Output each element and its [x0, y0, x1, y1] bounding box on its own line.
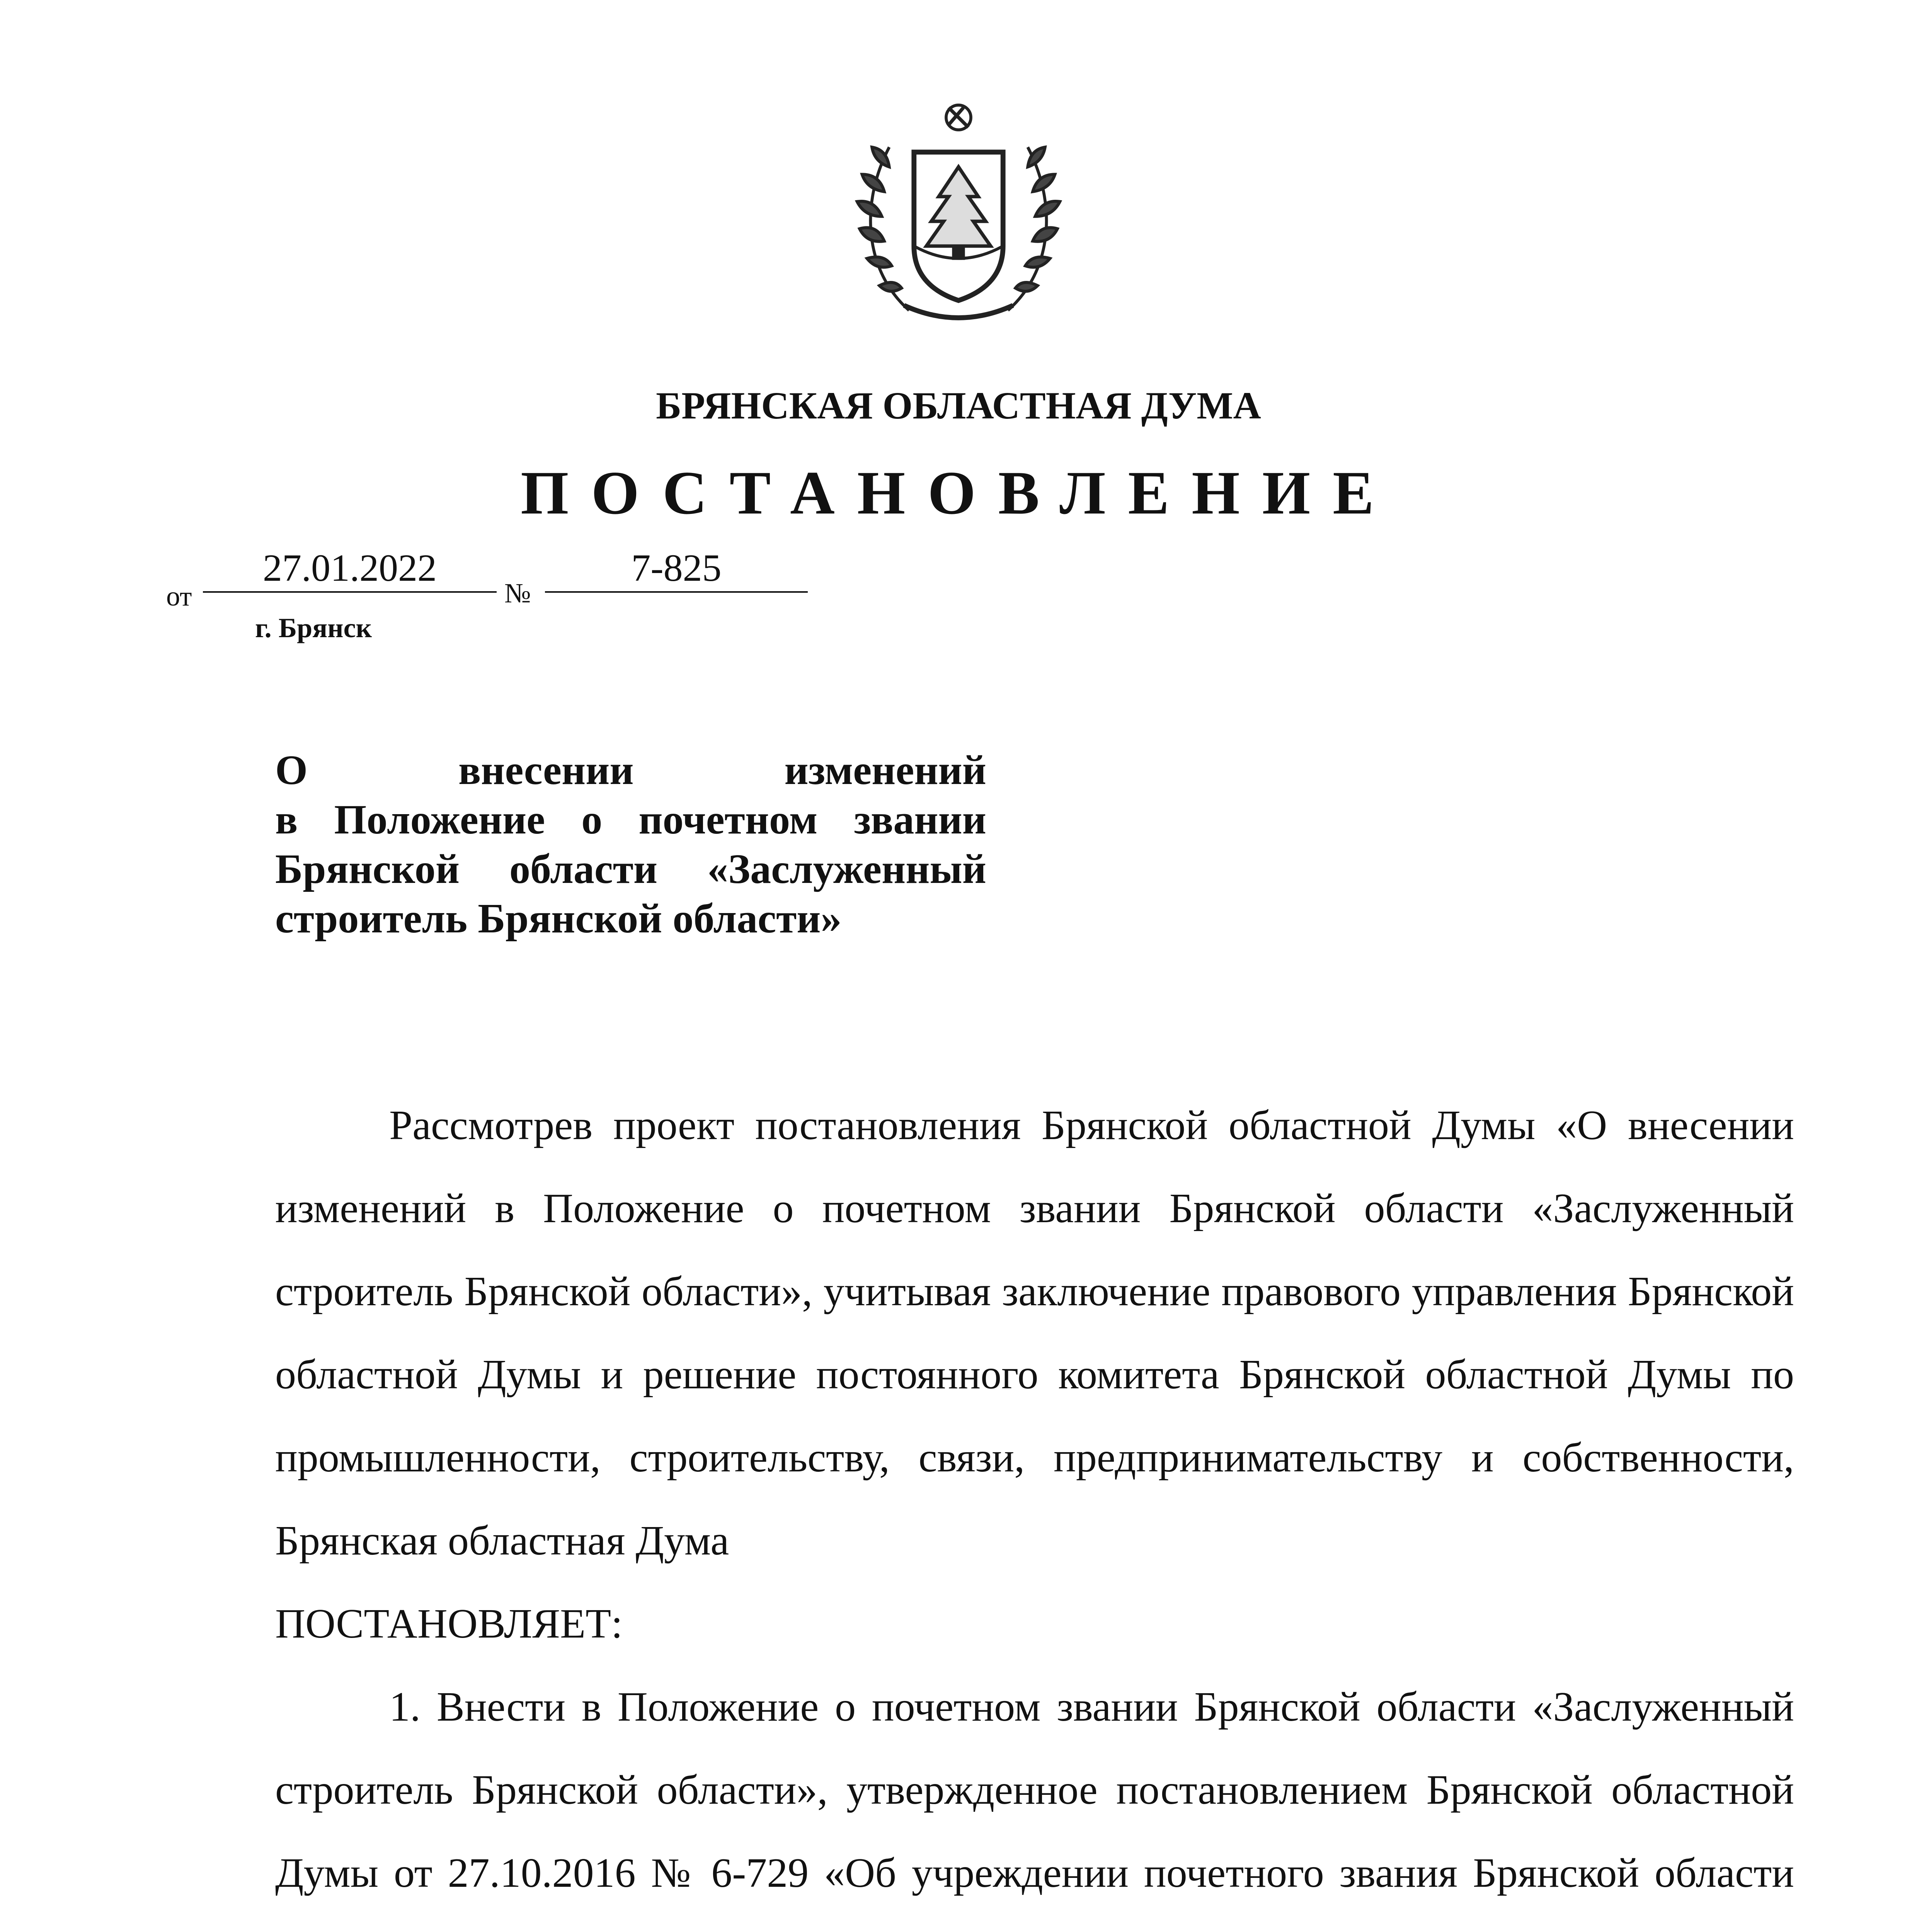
document-body — [275, 1084, 1794, 1932]
document-type-title: ПОСТАНОВЛЕНИЕ — [521, 458, 1396, 527]
document-date: 27.01.2022 — [203, 545, 497, 593]
body-paragraph: 1. Внести в Положение о почетном звании Брянской области «Заслуженный строитель Брянской области», утвержденное постановлением Брянской областной Думы от 27.10.2016 № 6-729 «Об учреждении почетного звания Брянской области — [275, 1684, 1794, 1896]
body-paragraph: Рассмотрев проект постановления Брянской областной Думы «О внесении изменений в Положение о почетном звании Брянской области «Заслуженный строитель Брянской области», учитывая заключение правового управления Брянской областной Думы и решение постоянного комитета Брянской областной Думы по промышленности, строительству, связи, предпринимательству и собственности, Брянская областная Дума — [275, 1102, 1794, 1564]
number-label: № — [504, 578, 531, 609]
subject-line: Брянской области «Заслуженный — [275, 846, 986, 892]
date-label: от — [166, 581, 192, 612]
subject-line: О внесении изменений — [275, 747, 986, 793]
resolves-heading: ПОСТАНОВЛЯЕТ: — [275, 1601, 623, 1647]
organization-name: БРЯНСКАЯ ОБЛАСТНАЯ ДУМА — [656, 384, 1261, 427]
city-name: г. Брянск — [255, 612, 372, 643]
coat-of-arms-icon — [835, 93, 1082, 340]
document-number: 7-825 — [545, 545, 808, 593]
subject-line: в Положение о почетном звании — [275, 797, 986, 843]
document-subject — [275, 746, 986, 944]
subject-line: строитель Брянской области» — [275, 896, 842, 942]
